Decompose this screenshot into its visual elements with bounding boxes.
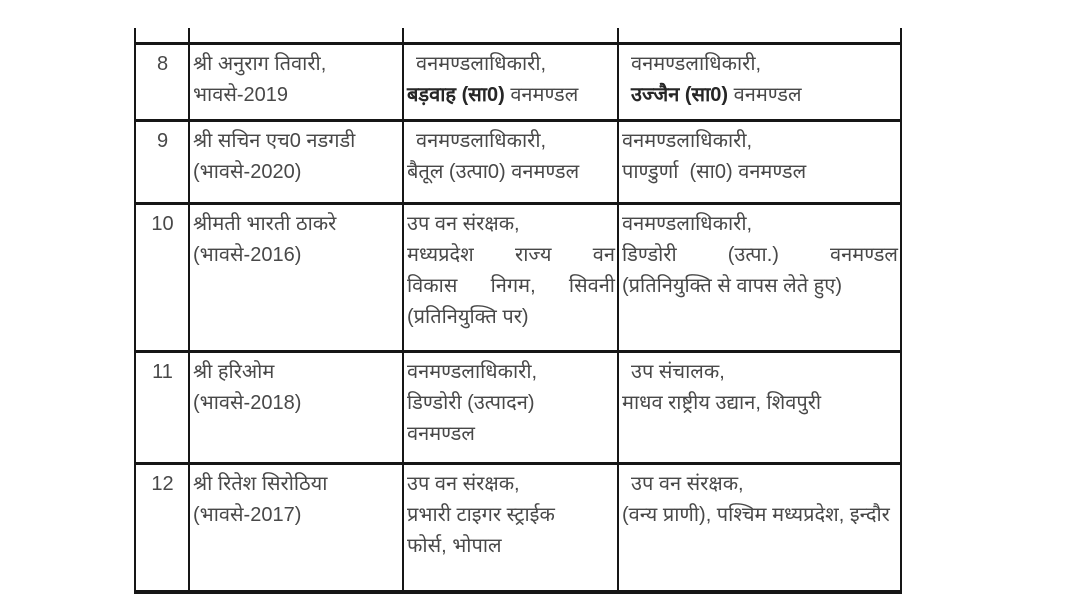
officer-cell — [189, 120, 403, 203]
text-line: श्रीमती भारती ठाकरे — [193, 212, 337, 235]
text-line: बैतूल (उत्पा0) वनमण्डल — [407, 160, 580, 183]
officer-cell — [189, 463, 403, 592]
serial-cell: 12 — [135, 463, 189, 592]
current-posting-cell — [403, 463, 618, 592]
text-line: श्री रितेश सिरोठिया — [193, 472, 328, 495]
document-page — [134, 28, 902, 594]
text-line: वनमण्डल — [407, 422, 475, 445]
text-line: डिण्डोरी (उत्पा.) वनमण्डल — [622, 243, 898, 266]
current-posting-cell — [403, 203, 618, 351]
table-row — [135, 351, 901, 463]
text-line: फोर्स, भोपाल — [407, 534, 502, 557]
text-line: विकास निगम, सिवनी — [407, 274, 615, 297]
text-fragment: वनमण्डल — [733, 83, 802, 106]
text-line: श्री हरिओम — [193, 360, 275, 383]
current-posting-cell — [403, 28, 618, 43]
text-line: (वन्य प्राणी), पश्चिम मध्यप्रदेश, इन्दौर — [622, 503, 890, 526]
officer-cell — [189, 43, 403, 120]
text-line: (प्रतिनियुक्ति से वापस लेते हुए) — [622, 274, 843, 297]
serial-cell: 11 — [135, 351, 189, 463]
text-line: वनमण्डलाधिकारी, — [416, 52, 547, 75]
table-row — [135, 120, 901, 203]
serial-cell: 9 — [135, 120, 189, 203]
text-line: (प्रतिनियुक्ति पर) — [407, 305, 529, 328]
officer-cell — [189, 203, 403, 351]
new-posting-cell — [618, 463, 901, 592]
serial-cell: 10 — [135, 203, 189, 351]
text-line: श्री सचिन एच0 नडगडी — [193, 129, 356, 152]
emphasized-text: उज्जैन (सा0) — [631, 83, 729, 106]
text-line: उप वन संरक्षक, — [631, 472, 744, 495]
text-line: (भावसे-2018) — [193, 391, 302, 414]
text-line: श्री अनुराग तिवारी, — [193, 52, 327, 75]
new-posting-cell — [618, 203, 901, 351]
text-line: उप वन संरक्षक, — [407, 212, 520, 235]
text-line: वनमण्डलाधिकारी, — [631, 52, 762, 75]
current-posting-cell — [403, 43, 618, 120]
text-line: वनमण्डलाधिकारी, — [622, 212, 753, 235]
text-line: वनमण्डलाधिकारी, — [416, 129, 547, 152]
table-row — [135, 43, 901, 120]
table-row-partial — [135, 28, 901, 43]
text-line: (भावसे-2017) — [193, 503, 302, 526]
text-line: प्रभारी टाइगर स्ट्राईक — [407, 503, 555, 526]
table-row — [135, 203, 901, 351]
text-line: मध्यप्रदेश राज्य वन — [407, 243, 615, 266]
officer-cell — [189, 28, 403, 43]
text-line — [407, 80, 615, 111]
text-line: उप वन संरक्षक, — [407, 472, 520, 495]
text-fragment: वनमण्डल — [510, 83, 579, 106]
serial-cell — [135, 28, 189, 43]
current-posting-cell — [403, 351, 618, 463]
text-line: वनमण्डलाधिकारी, — [622, 129, 753, 152]
serial-cell: 8 — [135, 43, 189, 120]
text-line: (भावसे-2020) — [193, 160, 302, 183]
text-line: पाण्डुर्णा (सा0) वनमण्डल — [622, 160, 807, 183]
text-line: डिण्डोरी (उत्पादन) — [407, 391, 535, 414]
new-posting-cell — [618, 28, 901, 43]
text-line — [622, 80, 898, 111]
text-line: माधव राष्ट्रीय उद्यान, शिवपुरी — [622, 391, 822, 414]
text-line: उप संचालक, — [631, 360, 725, 383]
text-line: भावसे-2019 — [193, 83, 289, 106]
current-posting-cell — [403, 120, 618, 203]
new-posting-cell — [618, 120, 901, 203]
officer-cell — [189, 351, 403, 463]
table-row — [135, 463, 901, 592]
text-line: (भावसे-2016) — [193, 243, 302, 266]
emphasized-text: बड़वाह (सा0) — [407, 83, 505, 106]
new-posting-cell — [618, 43, 901, 120]
new-posting-cell — [618, 351, 901, 463]
text-line: वनमण्डलाधिकारी, — [407, 360, 538, 383]
transfer-table — [134, 28, 902, 594]
